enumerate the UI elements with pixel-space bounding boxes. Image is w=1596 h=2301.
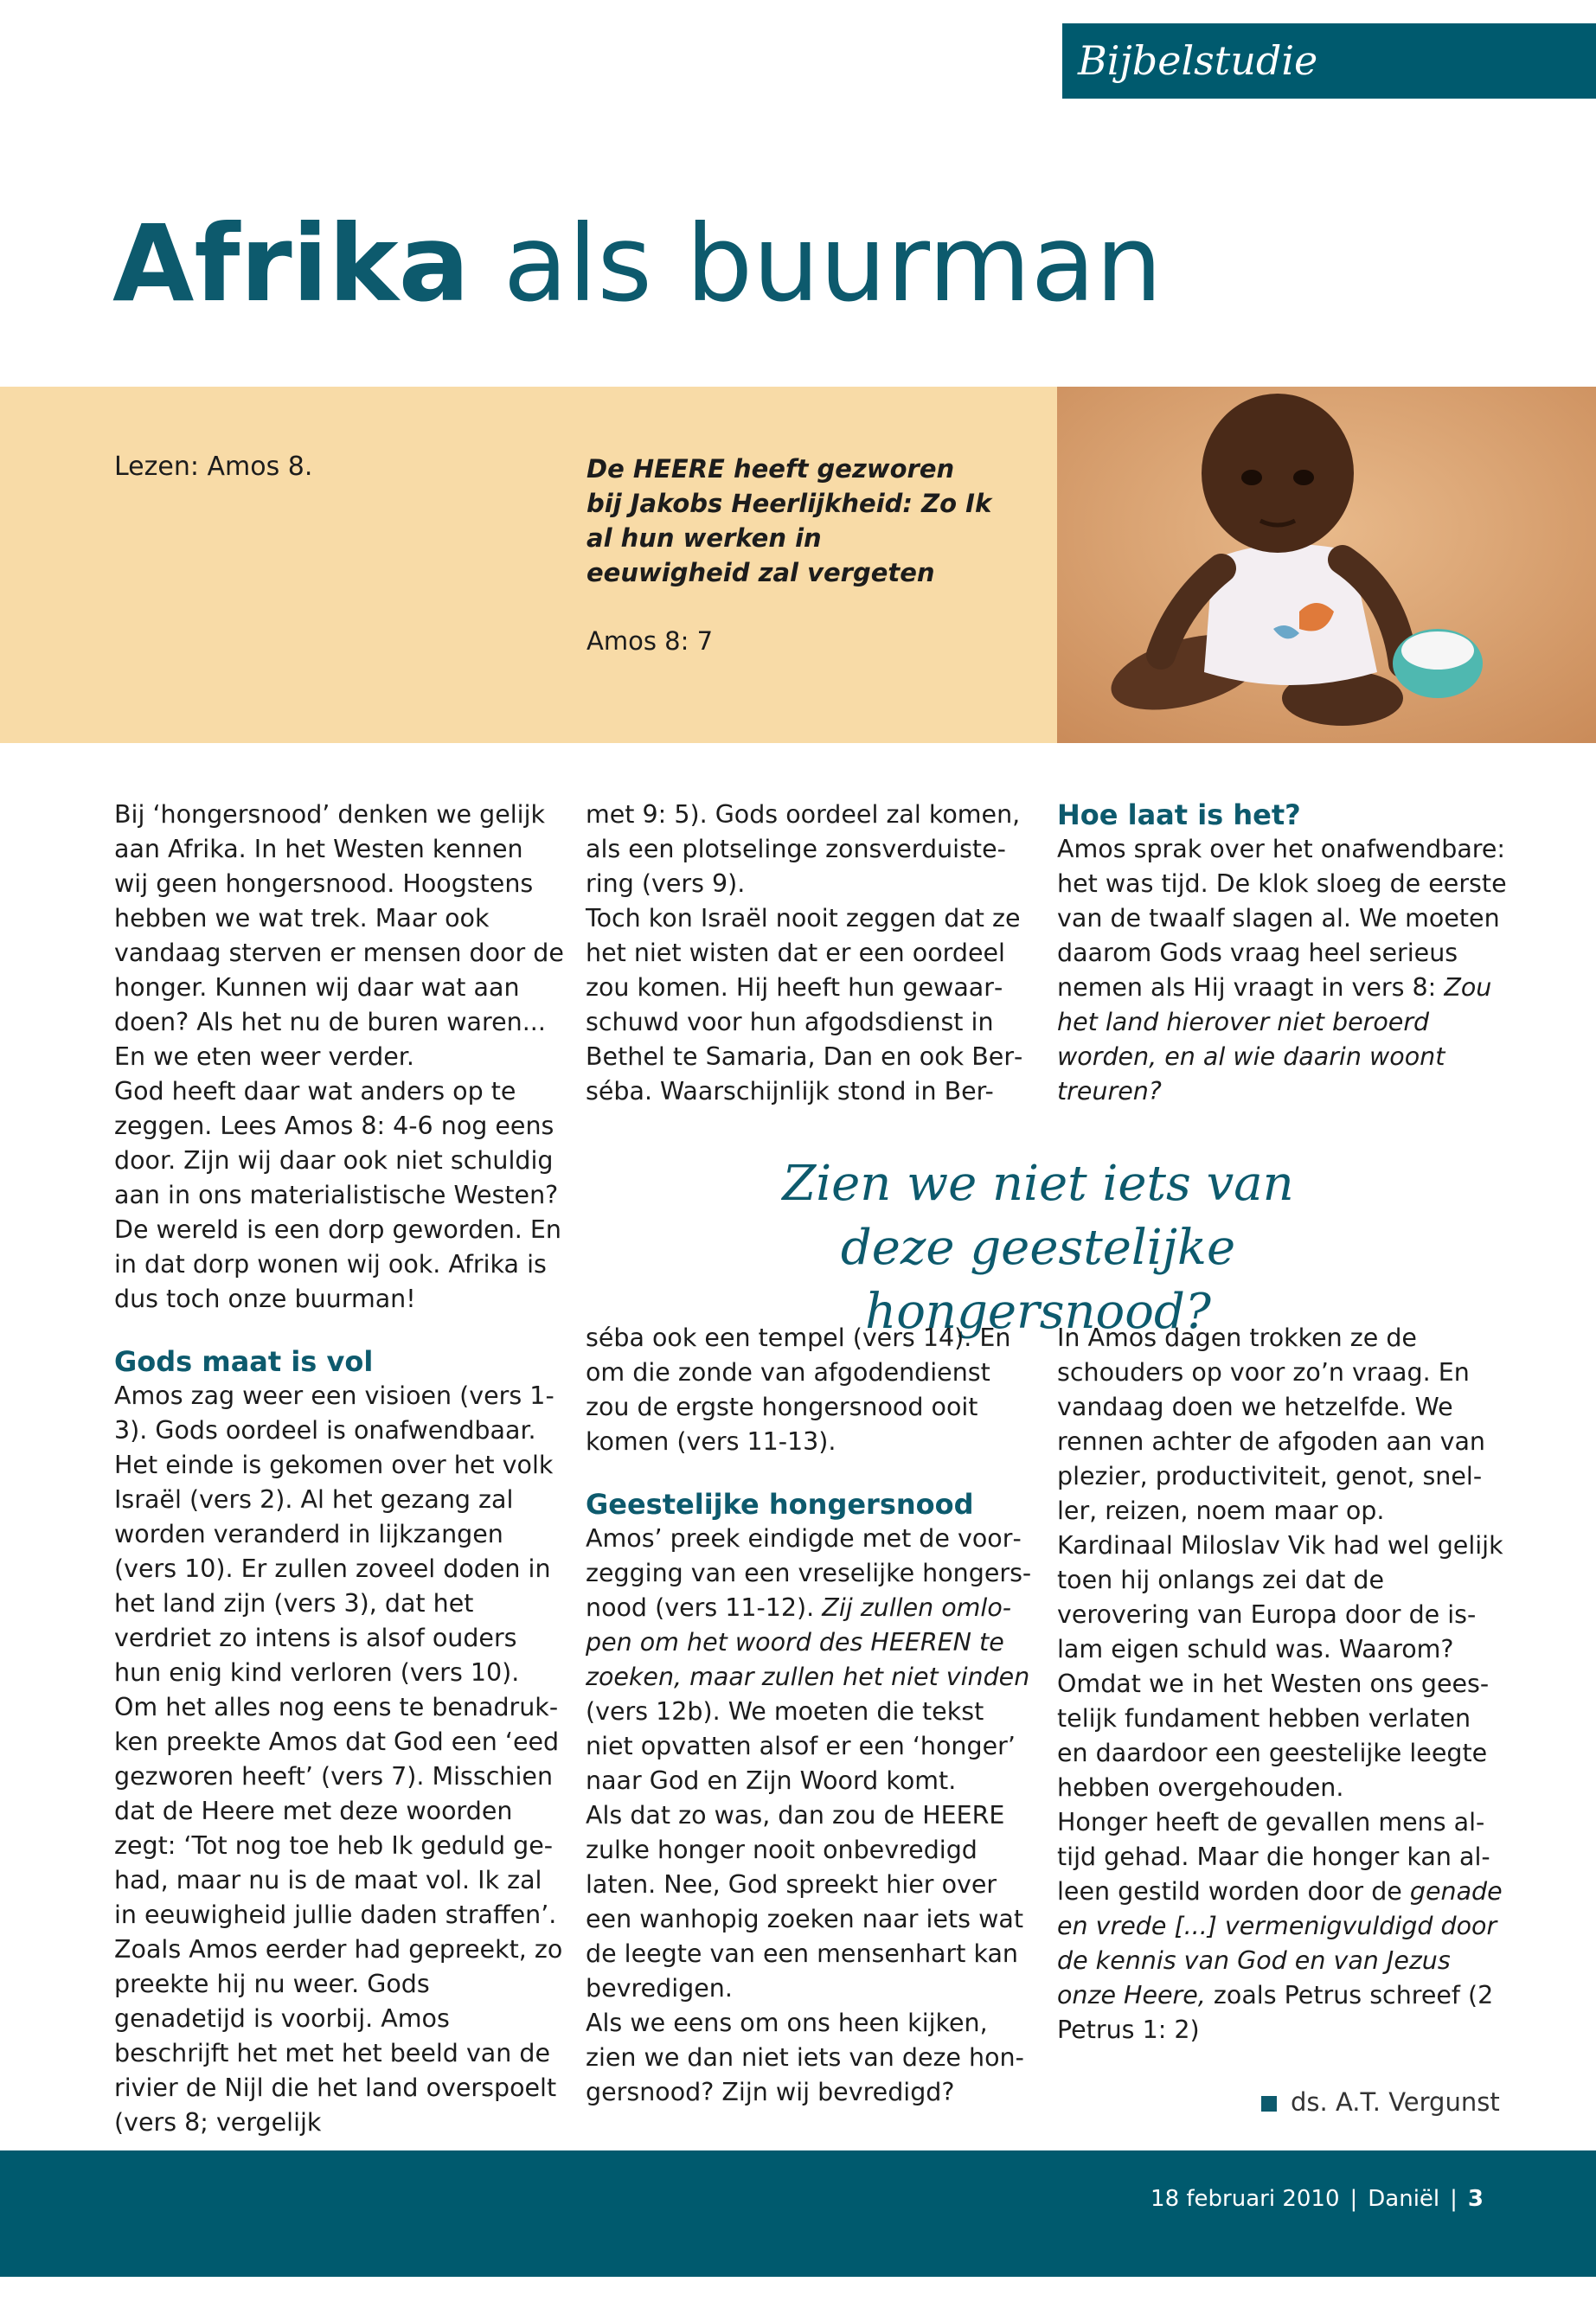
pull-quote: Zien we niet iets van deze geestelijke hongersnood? (782, 1156, 1294, 1340)
section-heading: Hoe laat is het? (1057, 798, 1301, 831)
paragraph: Als dat zo was, dan zou de HEERE zulke honger nooit onbevredigd laten. Nee, God spreekt hier over een wanhopig zoeken naar iets wat de leegte van een mensenhart kan bevredigen. (586, 1801, 1024, 2003)
paragraph: met 9: 5). Gods oordeel zal komen, als een plotselinge zonsverduistering (vers 9). (586, 800, 1021, 898)
italic-quote: Zij zullen omlopen om het woord des HEEREN te zoeken, maar zullen het niet vinden (586, 1593, 1030, 1691)
column-3-top (1057, 798, 1507, 1109)
paragraph: Omdat we in het Westen ons geestelijk fundament hebben verlaten en daardoor een geestelijke leegte hebben overgehouden. (1057, 1670, 1490, 1802)
column-2-bottom (586, 1321, 1035, 2110)
page-title (112, 202, 1163, 325)
italic-quote: genade en vrede [...] vermenigvuldigd door de kennis van God en van Jezus onze Heere, (1057, 1877, 1503, 2009)
footer-separator: | (1349, 2186, 1358, 2212)
paragraph: Kardinaal Miloslav Vik had wel gelijk toen hij onlangs zei dat de verovering van Europa door de islam eigen schuld was. Waarom? (1057, 1531, 1503, 1663)
footer-separator: | (1450, 2186, 1458, 2212)
author-name: ds. A.T. Vergunst (1291, 2087, 1500, 2117)
footer-bar (0, 2150, 1596, 2277)
square-bullet-icon (1261, 2096, 1277, 2112)
paragraph: Amos’ preek eindigde met de voorzegging van een vreselijke hongersnood (vers 11-12). Zij zullen omlopen om het woord des HEEREN te zoeken, maar zullen het niet vinden (vers 12b). We moeten die tekst niet opvatten alsof er een ‘honger’ naar God en Zijn Woord komt. (586, 1524, 1032, 1795)
column-3-bottom (1057, 1321, 1507, 2048)
paragraph: God heeft daar wat anders op te zeggen. Lees Amos 8: 4-6 nog eens door. Zijn wij daar ook niet schuldig aan in ons materialistische Westen? De wereld is een dorp geworden. En in dat dorp wonen wij ook. Afrika is dus toch onze buurman! (114, 1077, 561, 1313)
intro-quote: De HEERE heeft gezworen bij Jakobs Heerlijkheid: Zo Ik al hun werken in eeuwigheid zal vergeten (586, 454, 992, 587)
paragraph: séba ook een tempel (vers 14). En om die zonde van afgodendienst zou de ergste hongersnood ooit komen (vers 11-13). (586, 1324, 1011, 1456)
intro-quote-reference: Amos 8: 7 (586, 626, 714, 656)
title-rest: als buurman (469, 202, 1163, 325)
title-bold: Afrika (112, 202, 470, 325)
reading-reference: Lezen: Amos 8. (114, 452, 313, 482)
paragraph: Om het alles nog eens te benadrukken preekte Amos dat God een ‘eed gezworen heeft’ (vers 7). Misschien dat de Heere met deze woorden zegt: ‘Tot nog toe heb Ik geduld gehad, maar nu is de maat vol. Ik zal in eeuwigheid jullie daden straffen’. (114, 1693, 560, 1929)
child-photo-illustration (1057, 387, 1596, 743)
paragraph: Zoals Amos eerder had gepreekt, zo preekte hij nu weer. Gods genadetijd is voorbij. Amos beschrijft het met het beeld van de rivier de Nijl die het land overspoelt (vers 8; vergelijk (114, 1935, 563, 2137)
section-heading: Geestelijke hongersnood (586, 1488, 974, 1521)
paragraph: Honger heeft de gevallen mens altijd gehad. Maar die honger kan alleen gestild worden door de genade en vrede [...] vermenigvuldigd door de kennis van God en van Jezus onze Heere, zoals Petrus schreef (2 Petrus 1: 2) (1057, 1808, 1503, 2044)
column-2-top (586, 798, 1035, 1109)
column-1 (114, 798, 564, 2140)
paragraph: Amos zag weer een visioen (vers 1-3). Gods oordeel is onafwendbaar. Het einde is gekomen over het volk Israël (vers 2). Al het gezang zal worden veranderd in lijkzangen (vers 10). Er zullen zoveel doden in het land zijn (vers 3), dat het verdriet zo intens is alsof ouders hun enig kind verloren (vers 10). (114, 1381, 554, 1687)
paragraph: Als we eens om ons heen kijken, zien we dan niet iets van deze hongersnood? Zijn wij bevredigd? (586, 2009, 1024, 2106)
author-byline (1261, 2087, 1500, 2117)
child-photo (1057, 387, 1596, 743)
page-number: 3 (1467, 2186, 1484, 2212)
paragraph: Bij ‘hongersnood’ denken we gelijk aan Afrika. In het Westen kennen wij geen hongersnood. Hoogstens hebben we wat trek. Maar ook vandaag sterven er mensen door de honger. Kunnen wij daar wat aan doen? Als het nu de buren waren... En we eten weer verder. (114, 800, 564, 1071)
footer-date: 18 februari 2010 (1151, 2186, 1340, 2212)
footer-text (1151, 2186, 1484, 2212)
section-tag: Bijbelstudie (1062, 23, 1596, 99)
paragraph: Toch kon Israël nooit zeggen dat ze het niet wisten dat er een oordeel zou komen. Hij heeft hun gewaarschuwd voor hun afgodsdienst in Bethel te Samaria, Dan en ook Berséba. Waarschijnlijk stond in Ber- (586, 904, 1023, 1106)
footer-magazine: Daniël (1368, 2186, 1440, 2212)
italic-quote: Zou het land hierover niet beroerd worden, en al wie daarin woont treuren? (1057, 973, 1492, 1106)
paragraph: Amos sprak over het onafwendbare: het was tijd. De klok sloeg de eerste van de twaalf slagen al. We moeten daarom Gods vraag heel serieus nemen als Hij vraagt in vers 8: Zou het land hierover niet beroerd worden, en al wie daarin woont treuren? (1057, 835, 1507, 1106)
paragraph: In Amos dagen trokken ze de schouders op voor zo’n vraag. En vandaag doen we hetzelfde. We rennen achter de afgoden aan van plezier, productiviteit, genot, sneller, reizen, noem maar op. (1057, 1324, 1485, 1525)
section-heading: Gods maat is vol (114, 1345, 374, 1378)
